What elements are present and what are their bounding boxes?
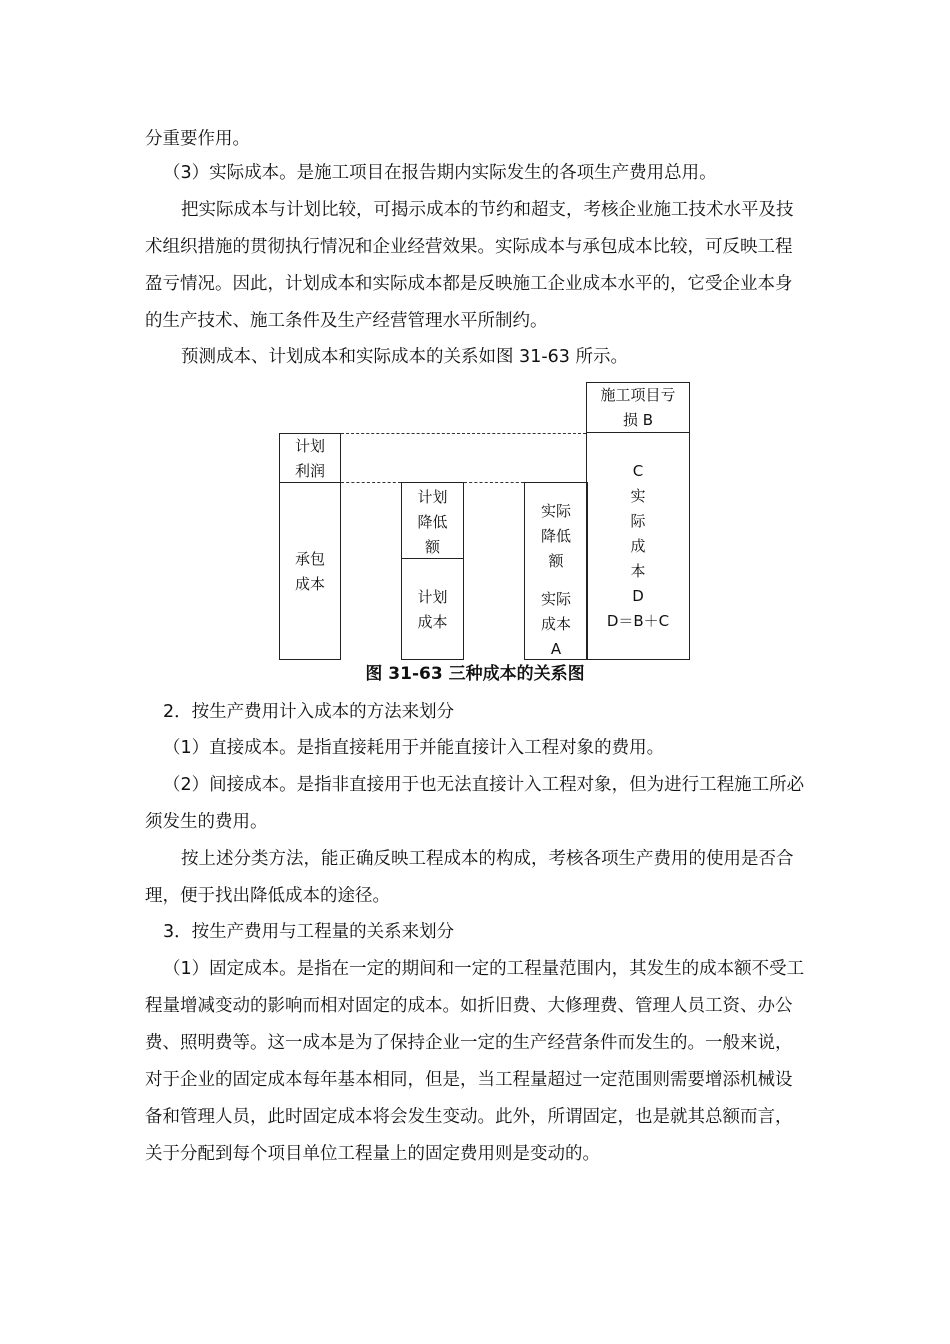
actual-cost-a-box <box>524 482 588 660</box>
paragraph-actual-cost: （3）实际成本。是施工项目在报告期内实际发生的各项生产费用总用。 <box>163 163 717 183</box>
project-loss-box <box>586 382 690 433</box>
heading-section-2: 2．按生产费用计入成本的方法来划分 <box>163 702 455 722</box>
paragraph-figure-ref: 预测成本、计划成本和实际成本的关系如图 31-63 所示。 <box>181 347 628 367</box>
paragraph-indirect-cost: （2）间接成本。是指非直接用于也无法直接计入工程对象，但为进行工程施工所必须发生的费用。 <box>145 775 805 832</box>
paragraph-fixed-cost: （1）固定成本。是指在一定的期间和一定的工程量范围内，其发生的成本额不受工程量增减变动的影响而相对固定的成本。如折旧费、大修理费、管理人员工资、办公费、照明费等。这一成本是为了保持企业一定的生产经营条件而发生的。一般来说，对于企业的固定成本每年基本相同，但是，当工程量超过一定范围则需要增添机械设备和管理人员，此时固定成本将会发生变动。此外，所谓固定，也是就其总额而言，关于分配到每个项目单位工程量上的固定费用则是变动的。 <box>145 959 805 1164</box>
dashed-line-profit-level <box>341 433 586 434</box>
paragraph-comparison: 把实际成本与计划比较，可揭示成本的节约和超支，考核企业施工技术水平及技术组织措施的贯彻执行情况和企业经营效果。实际成本与承包成本比较，可反映工程盈亏情况。因此，计划成本和实际成本都是反映施工企业成本水平的，它受企业本身的生产技术、施工条件及生产经营管理水平所制约。 <box>145 200 794 331</box>
paragraph-continuation: 分重要作用。 <box>145 129 250 149</box>
actual-cost-d-box <box>586 432 690 660</box>
paragraph-classification-note: 按上述分类方法，能正确反映工程成本的构成，考核各项生产费用的使用是否合理，便于找出降低成本的途径。 <box>145 849 794 906</box>
contract-cost-label: 承包 成本 <box>294 550 325 593</box>
contract-cost-box <box>279 482 341 660</box>
actual-reduction-label: 实际 降低 额 <box>540 502 571 570</box>
planned-cost-label: 计划 成本 <box>417 588 448 631</box>
planned-reduction-label: 计划 降低 额 <box>417 488 448 556</box>
dashed-line-cost-level-1 <box>341 482 401 483</box>
planned-cost-box <box>401 558 464 660</box>
heading-section-3: 3．按生产费用与工程量的关系来划分 <box>163 922 455 942</box>
actual-cost-d-label: C 实 际 成 本 D D＝B＋C <box>606 462 670 630</box>
cost-relationship-diagram <box>270 378 700 663</box>
project-loss-label: 施工项目亏 损 B <box>600 386 676 429</box>
figure-caption: 图 31-63 三种成本的关系图 <box>365 664 585 684</box>
dashed-line-cost-level-2 <box>464 482 524 483</box>
actual-cost-a-label: 实际 成本 A <box>540 590 571 658</box>
planned-profit-box <box>279 433 341 483</box>
planned-reduction-box <box>401 482 464 559</box>
paragraph-direct-cost: （1）直接成本。是指直接耗用于并能直接计入工程对象的费用。 <box>163 738 665 758</box>
planned-profit-label: 计划 利润 <box>294 437 325 480</box>
